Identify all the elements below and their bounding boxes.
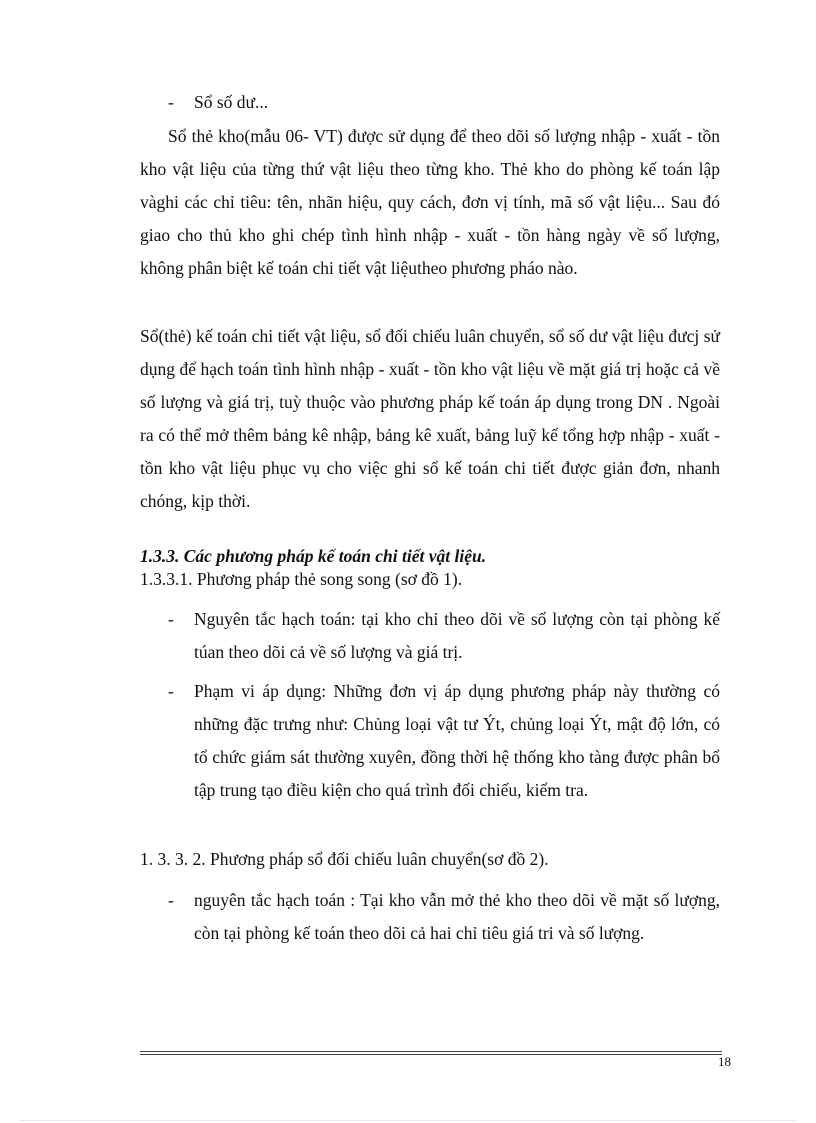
paragraph-so-the-ke-toan: Sổ(thẻ) kế toán chi tiết vật liệu, sổ đối chiếu luân chuyển, sổ số dư vật liệu đưcj sử dụng để hạch toán tình hình nhập - xuất - tồn kho vật liệu về mặt giá trị hoặc cả về số lượng và giá trị, tuỳ thuộc vào phương pháp kế toán áp dụng trong DN . Ngoài ra có thể mở thêm bảng kê nhập, bảng kê xuất, bảng luỹ kế tổng hợp nhập - xuất - tồn kho vật liệu phục vụ cho việc ghi sổ kế toán chi tiết được giản đơn, nhanh chóng, kịp thời. xyxy=(140,326,720,511)
list-item-nguyen-tac-2: nguyên tắc hạch toán : Tại kho vẫn mở thẻ kho theo dõi về mặt số lượng, còn tại phòng kế toán theo dõi cả hai chỉ tiêu giá tri và số lượng. xyxy=(194,890,720,943)
bullet-dash: - xyxy=(168,890,174,910)
paragraph-the-kho: Sổ thẻ kho(mẫu 06- VT) được sử dụng để theo dõi số lượng nhập - xuất - tồn kho vật liệu của từng thứ vật liệu theo từng kho. Thẻ kho do phòng kế toán lập vàghi các chỉ tiêu: tên, nhãn hiệu, quy cách, đơn vị tính, mã số vật liệu... Sau đó giao cho thủ kho ghi chép tình hình nhập - xuất - tồn hàng ngày về số lượng, không phân biệt kế toán chi tiết vật liệutheo phương pháo nào. xyxy=(140,126,720,278)
list-item-pham-vi: Phạm vi áp dụng: Những đơn vị áp dụng phương pháp này thường có những đặc trưng như: Chủng loại vật tư Ýt, chủng loại Ýt, mật độ lớn, có tổ chức giám sát thường xuyên, đồng thời hệ thống kho tàng được phân bổ tập trung tạo điều kiện cho quá trình đối chiếu, kiểm tra. xyxy=(194,681,720,800)
page-number: 18 xyxy=(718,1054,731,1069)
bullet-dash: - xyxy=(168,681,174,701)
section-heading: 1.3.3. Các phương pháp kế toán chi tiết vật liệu. xyxy=(140,545,487,566)
list-item-nguyen-tac-1: Nguyên tắc hạch toán: tại kho chỉ theo dõi về số lượng còn tại phòng kế túan theo dõi cả về số lượng và giá trị. xyxy=(194,609,720,662)
subsection-title-2: 1. 3. 3. 2. Phương pháp sổ đối chiếu luân chuyển(sơ đồ 2). xyxy=(140,849,549,869)
list-item-so-so-du: Sổ số dư... xyxy=(194,92,269,112)
subsection-title-1: 1.3.3.1. Phương pháp thẻ song song (sơ đồ 1). xyxy=(140,569,463,589)
page-edge-divider xyxy=(20,1120,796,1121)
bullet-dash: - xyxy=(168,92,174,112)
footer-rule-bottom xyxy=(140,1054,722,1055)
bullet-dash: - xyxy=(168,609,174,629)
footer-rule-top xyxy=(140,1051,722,1052)
